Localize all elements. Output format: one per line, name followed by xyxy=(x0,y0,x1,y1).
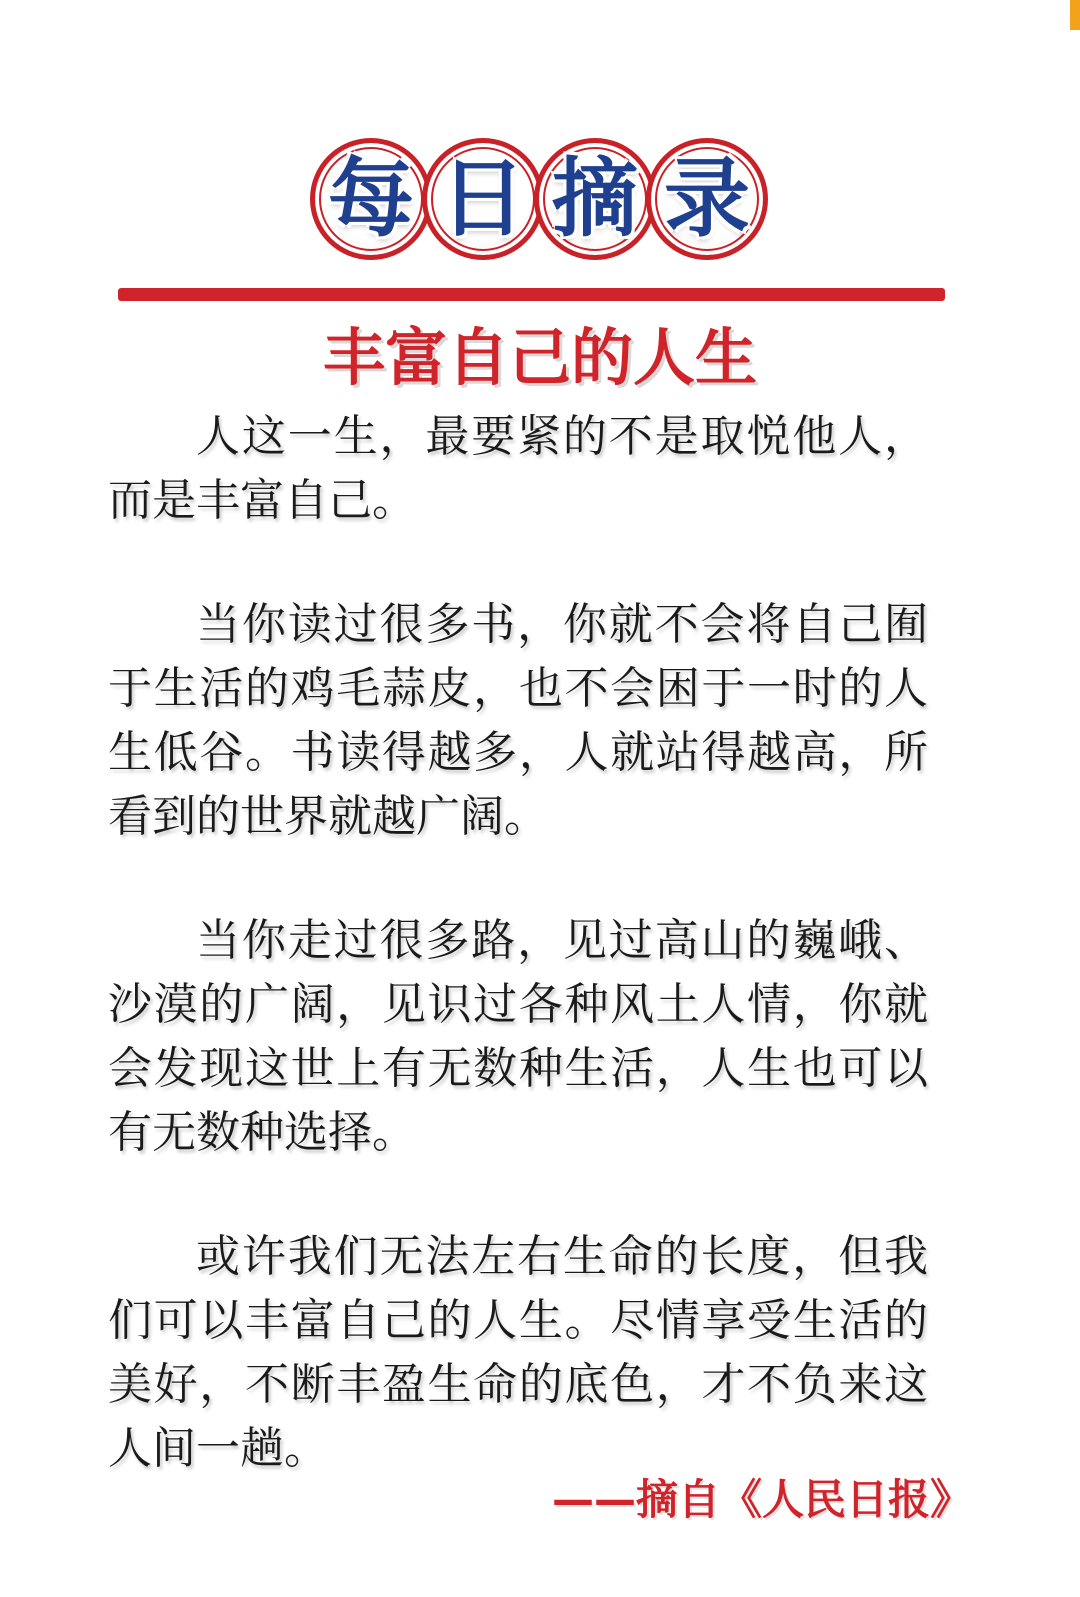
title-badge-4 xyxy=(646,138,768,260)
badge-char: 日 xyxy=(440,148,526,249)
header-banner xyxy=(0,138,1080,268)
source-attribution: ——摘自《人民日报》 xyxy=(551,1475,972,1524)
title-badge-1 xyxy=(310,138,432,260)
badge-char: 录 xyxy=(664,148,750,249)
title-badge-2 xyxy=(422,138,544,260)
paragraph: 或许我们无法左右生命的长度，但我们可以丰富自己的人生。尽情享受生活的美好，不断丰盈生命的底色，才不负来这人间一趟。 xyxy=(108,1231,928,1474)
badge-row xyxy=(310,138,770,268)
article-body xyxy=(108,405,928,1541)
badge-char: 摘 xyxy=(552,148,638,249)
paragraph: 当你读过很多书，你就不会将自己囿于生活的鸡毛蒜皮，也不会困于一时的人生低谷。书读得越多，人就站得越高，所看到的世界就越广阔。 xyxy=(108,599,928,842)
red-divider xyxy=(118,288,945,301)
article-title: 丰富自己的人生 xyxy=(322,321,757,394)
corner-marker xyxy=(1070,0,1080,30)
paragraph: 当你走过很多路，见过高山的巍峨、沙漠的广阔，见识过各种风土人情，你就会发现这世上有无数种生活，人生也可以有无数种选择。 xyxy=(108,915,928,1158)
title-badge-3 xyxy=(534,138,656,260)
paragraph: 人这一生，最要紧的不是取悦他人，而是丰富自己。 xyxy=(108,411,928,526)
badge-char: 每 xyxy=(328,148,414,249)
